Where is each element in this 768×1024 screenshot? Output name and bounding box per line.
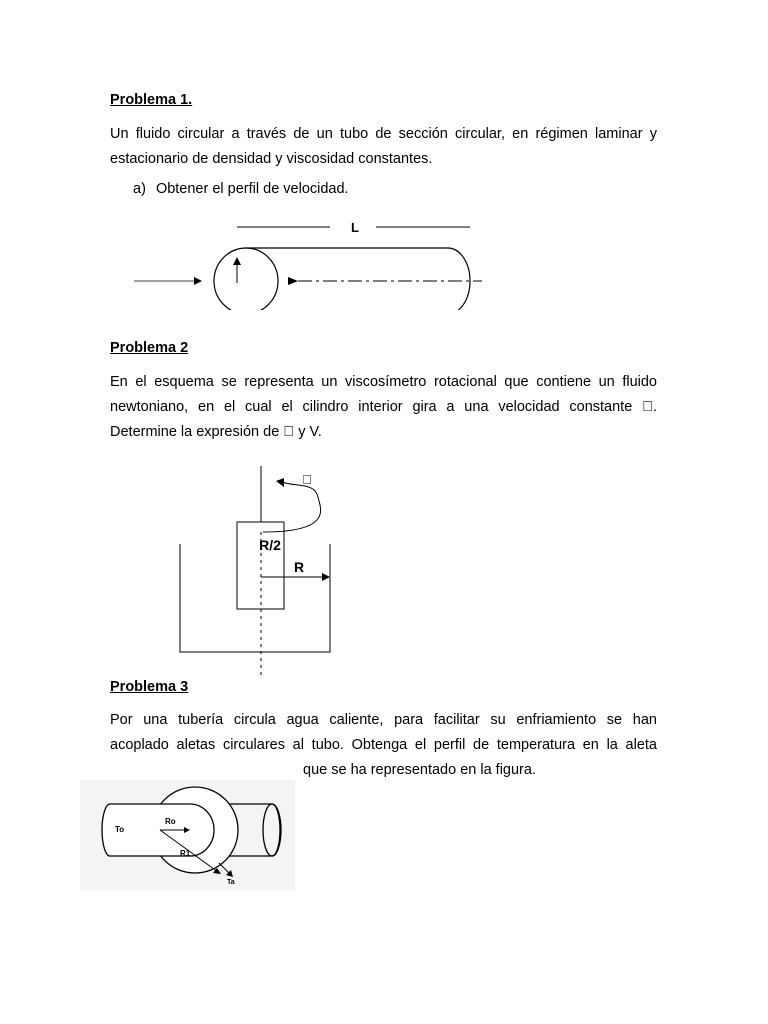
radius-arrowhead [322,573,330,581]
problem3-line-1: Por una tubería circula agua caliente, para facilitar su enfriamiento se han [110,712,657,728]
centerline-arrowhead [288,277,298,285]
length-label: L [351,220,359,235]
outer-radius-label: R [293,559,305,575]
pipe-figure [130,215,490,310]
ro-label: Ro [165,817,176,826]
omega-label:   [302,472,312,487]
radial-arrowhead [233,257,241,265]
item-marker: a) [133,181,146,197]
problem3-heading: Problema 3 [110,679,189,695]
problem1-paragraph: Un fluido circular a través de un tubo de sección circular, en régimen laminar y estacionario de densidad y viscosidad constantes. [110,126,657,167]
outer-container [180,544,330,652]
problem3-line-3: que se ha representado en la figura. [303,762,536,778]
problem1-heading: Problema 1. [110,92,193,108]
viscometer-figure [170,462,350,678]
problem2-paragraph: En el esquema se representa un viscosímetro rotacional que contiene un fluido newtoniano, en el cual el cilindro interior gira a una velocidad constante  . Determine la expresión de   y V. [110,374,657,440]
pipe-inlet-ellipse [214,248,278,310]
rotation-arrow [263,482,321,532]
to-label: To [115,825,125,834]
problem2-heading: Problema 2 [110,340,189,356]
r1-label: R1 [180,849,191,858]
fin-figure [80,780,295,890]
ta-label: Ta [227,879,235,886]
inner-radius-label: R/2 [259,537,281,553]
problem3-line-2: acoplado aletas circulares al tubo. Obtenga el perfil de temperatura en la aleta [110,737,657,753]
item-text: Obtener el perfil de velocidad. [155,181,349,197]
pipe-body [246,248,470,310]
inflow-arrowhead [194,277,202,285]
problem1-item [133,181,349,197]
rotation-arrowhead [276,478,284,487]
